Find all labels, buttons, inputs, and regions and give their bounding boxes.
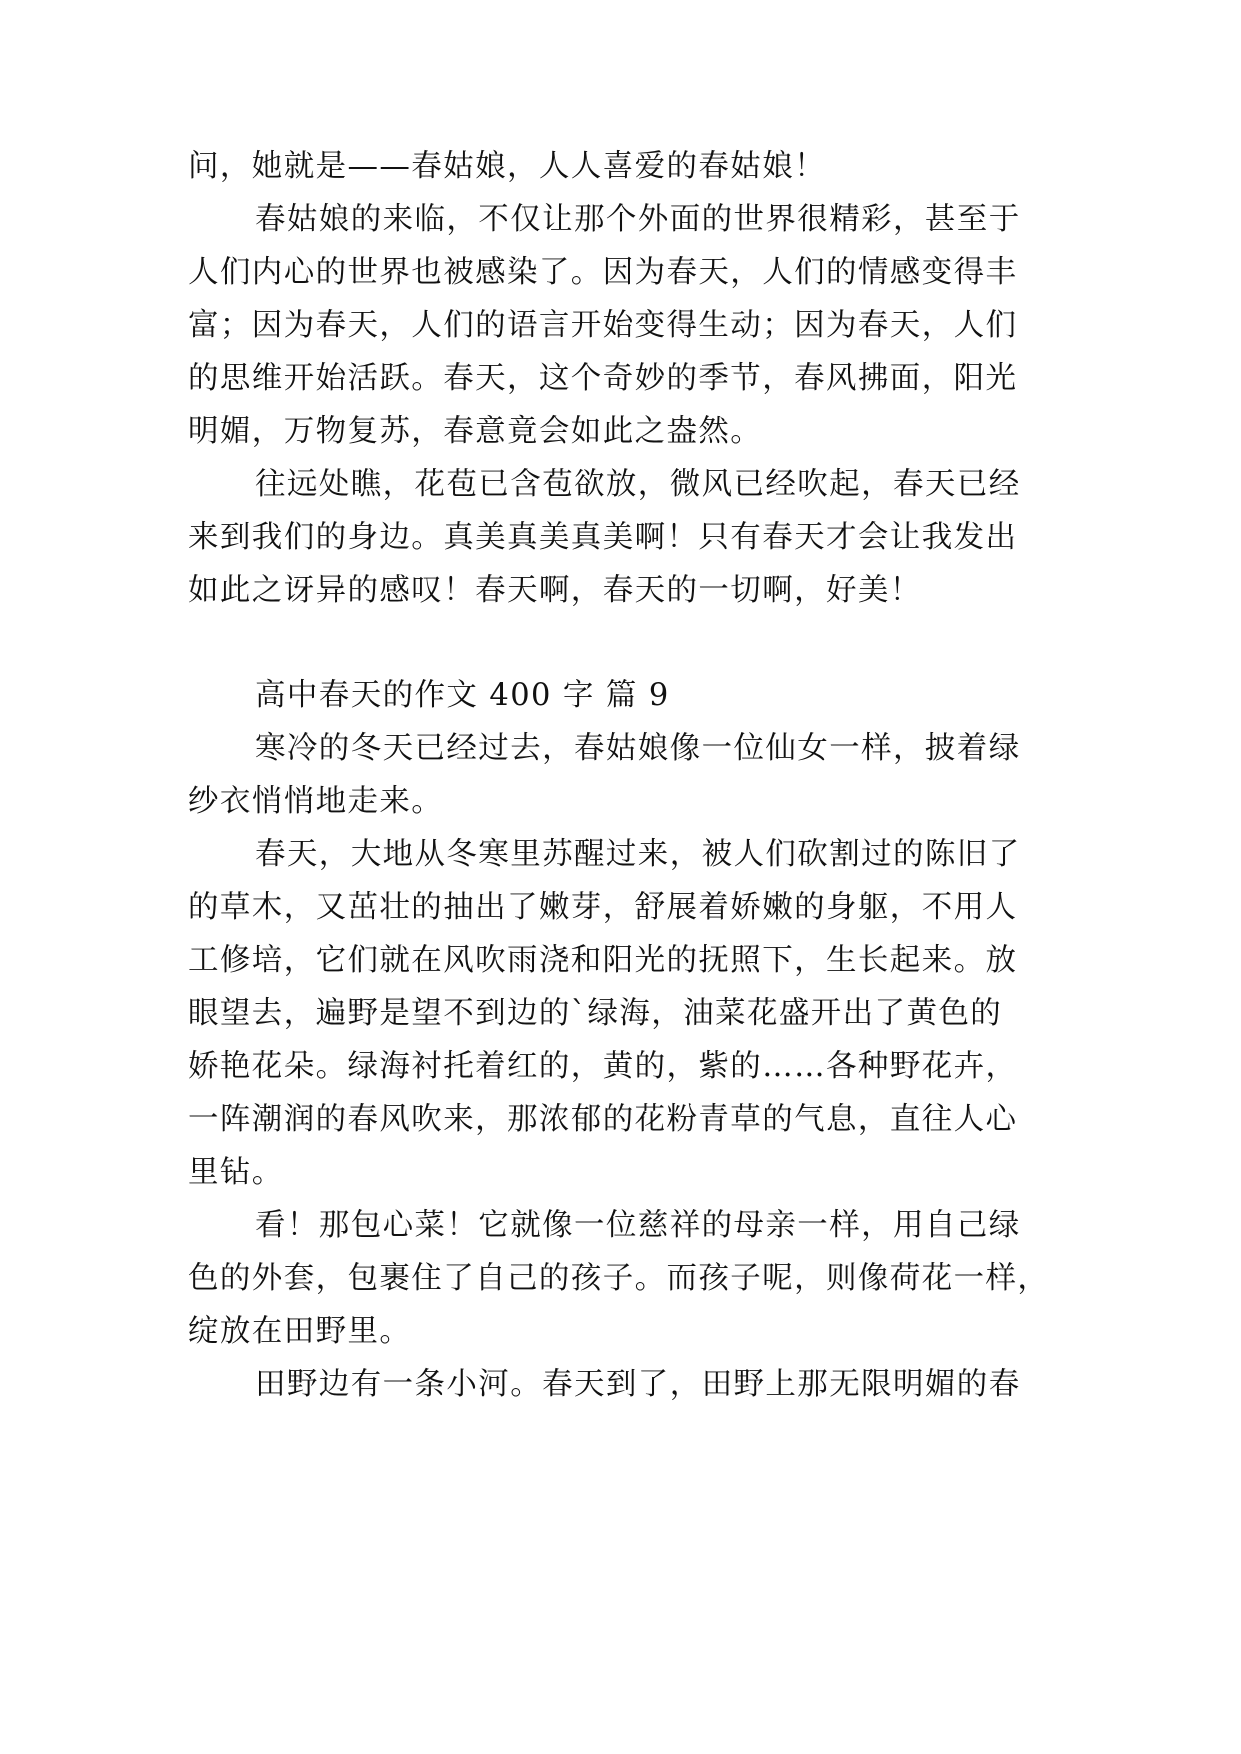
- paragraph-first-line: 田野边有一条小河。春天到了，田野上那无限明媚的春: [255, 1367, 1021, 1402]
- text-line: 工修培，它们就在风吹雨浇和阳光的抚照下，生长起来。放: [188, 943, 1018, 978]
- paragraph-first-line: 往远处瞧，花苞已含苞欲放，微风已经吹起，春天已经: [255, 467, 1021, 502]
- section-heading: 高中春天的作文 400 字 篇 9: [255, 678, 670, 713]
- text-line: 来到我们的身边。真美真美真美啊！只有春天才会让我发出: [188, 520, 1018, 555]
- text-line: 色的外套，包裹住了自己的孩子。而孩子呢，则像荷花一样，: [188, 1261, 1050, 1296]
- text-line: 纱衣悄悄地走来。: [188, 784, 444, 819]
- paragraph-first-line: 看！那包心菜！它就像一位慈祥的母亲一样，用自己绿: [255, 1208, 1021, 1243]
- text-line: 的思维开始活跃。春天，这个奇妙的季节，春风拂面，阳光: [188, 361, 1018, 396]
- text-line: 一阵潮润的春风吹来，那浓郁的花粉青草的气息，直往人心: [188, 1102, 1018, 1137]
- text-line: 绽放在田野里。: [188, 1314, 412, 1349]
- paragraph-first-line: 春姑娘的来临，不仅让那个外面的世界很精彩，甚至于: [255, 202, 1021, 237]
- text-line: 娇艳花朵。绿海衬托着红的，黄的，紫的……各种野花卉，: [188, 1049, 1018, 1084]
- text-line: 眼望去，遍野是望不到边的`绿海，油菜花盛开出了黄色的: [188, 996, 1003, 1031]
- text-line: 的草木，又茁壮的抽出了嫩芽，舒展着娇嫩的身躯，不用人: [188, 890, 1018, 925]
- text-line: 里钻。: [188, 1155, 284, 1190]
- paragraph-first-line: 寒冷的冬天已经过去，春姑娘像一位仙女一样，披着绿: [255, 731, 1021, 766]
- text-line: 明媚，万物复苏，春意竟会如此之盎然。: [188, 414, 763, 449]
- text-line: 问，她就是——春姑娘，人人喜爱的春姑娘！: [188, 149, 826, 184]
- text-line: 如此之讶异的感叹！春天啊，春天的一切啊，好美！: [188, 573, 922, 608]
- paragraph-first-line: 春天，大地从冬寒里苏醒过来，被人们砍割过的陈旧了: [255, 837, 1021, 872]
- text-line: 人们内心的世界也被感染了。因为春天，人们的情感变得丰: [188, 255, 1018, 290]
- text-line: 富；因为春天，人们的语言开始变得生动；因为春天，人们: [188, 308, 1018, 343]
